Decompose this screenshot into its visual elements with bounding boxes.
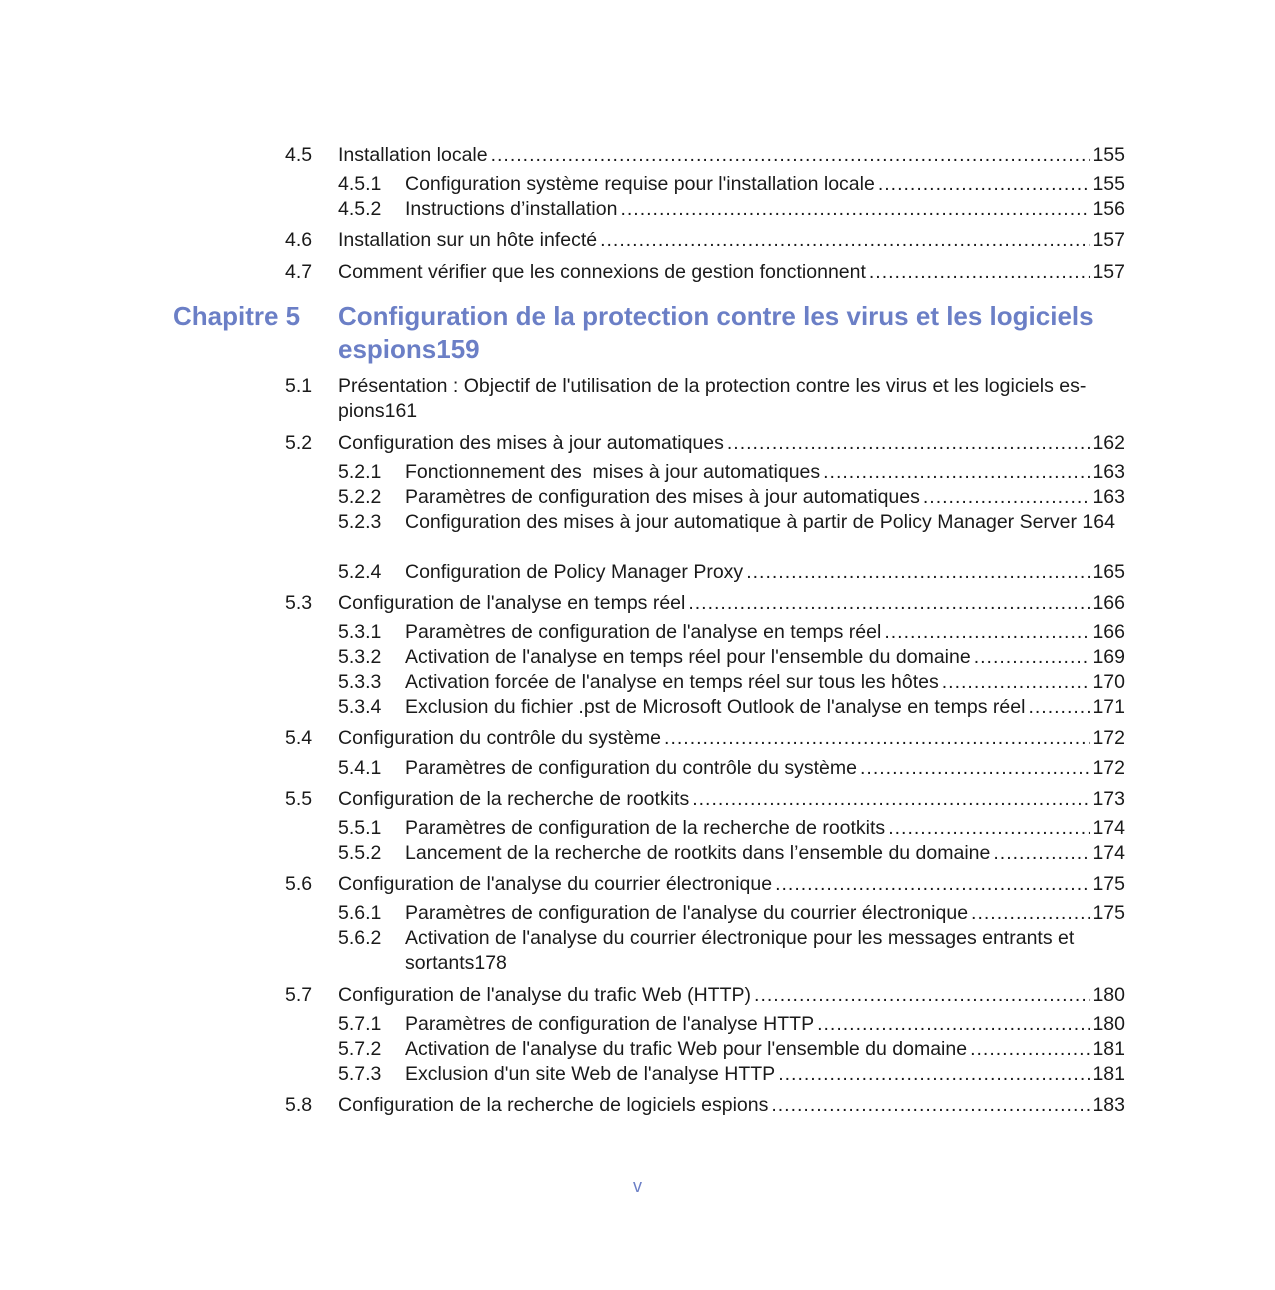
toc-entry-number: 5.6 [285,873,313,895]
toc-entry-title: Paramètres de configuration de la recherche de rootkits [405,817,886,839]
toc-entry[interactable] [285,431,1125,456]
toc-entry-number: 5.4 [285,727,313,749]
toc-entry[interactable] [338,645,1125,670]
toc-entry-number: 5.5.1 [338,817,382,839]
toc-entry[interactable] [338,485,1125,510]
toc-entry-page: 181 [1092,1038,1125,1060]
toc-entry-title: Configuration de la recherche de rootkits [338,788,690,810]
toc-entry-page: 166 [1092,621,1125,643]
toc-entry-title[interactable]: Présentation : Objectif de l'utilisation de la protection contre les virus et les logiciels es-pions161 [338,375,1087,422]
toc-entry[interactable] [338,620,1125,645]
toc-entry-number: 5.2 [285,432,313,454]
toc-entry-number: 4.5.2 [338,198,382,220]
toc-entry-page: 156 [1092,198,1125,220]
toc-entry-title: Paramètres de configuration de l'analyse du courrier électronique [405,902,969,924]
toc-entry-title: Configuration de l'analyse du courrier électronique [338,873,773,895]
toc-dot-leader [754,983,1090,1008]
toc-dot-leader [860,756,1090,781]
toc-entry[interactable] [338,695,1125,720]
toc-dot-leader [746,560,1090,585]
toc-entry-title: Configuration système requise pour l'installation locale [405,173,875,195]
toc-entry[interactable] [338,1012,1125,1037]
toc-entry[interactable] [285,143,1125,168]
toc-entry-number: 5.7 [285,984,313,1006]
toc-dot-leader [884,620,1090,645]
toc-entry-title: Installation sur un hôte infecté [338,229,598,251]
toc-entry-title: Paramètres de configuration de l'analyse en temps réel [405,621,882,643]
toc-entry-number: 5.3.1 [338,621,382,643]
toc-entry-title[interactable]: Configuration des mises à jour automatique à partir de Policy Manager Server 164 [405,511,1115,533]
toc-entry-title: Paramètres de configuration des mises à jour automatiques [405,486,920,508]
toc-entry-number: 5.7.1 [338,1013,382,1035]
toc-entry-page: 155 [1092,173,1125,195]
toc-entry[interactable] [338,816,1125,841]
toc-entry-page: 181 [1092,1063,1125,1085]
toc-entry-title: Exclusion d'un site Web de l'analyse HTTP [405,1063,776,1085]
page-number: v [633,1176,642,1196]
toc-entry[interactable] [338,670,1125,695]
toc-dot-leader [878,172,1091,197]
toc-entry[interactable] [338,172,1125,197]
toc-entry-page: 172 [1092,727,1125,749]
toc-entry-title: Paramètres de configuration du contrôle du système [405,757,857,779]
toc-entry[interactable] [338,197,1125,222]
toc-dot-leader [974,645,1091,670]
toc-dot-leader [823,460,1090,485]
toc-entry-number: 4.6 [285,229,313,251]
chapter-title[interactable]: Configuration de la protection contre les virus et les logiciels espions159 [338,301,1094,364]
toc-entry[interactable] [285,260,1125,285]
toc-entry-page: 180 [1092,1013,1125,1035]
toc-dot-leader [970,1037,1090,1062]
toc-entry-page: 174 [1092,817,1125,839]
toc-entry-title: Exclusion du fichier .pst de Microsoft Outlook de l'analyse en temps réel [405,696,1026,718]
toc-entry-page: 172 [1092,757,1125,779]
toc-entry[interactable] [285,726,1125,751]
toc-dot-leader [923,485,1091,510]
toc-entry-title: Fonctionnement des mises à jour automatiques [405,461,821,483]
toc-entry-page: 162 [1092,432,1125,454]
toc-entry-number: 5.2.1 [338,461,382,483]
toc-dot-leader [778,1062,1090,1087]
toc-entry-number: 5.3 [285,592,313,614]
toc-entry-page: 175 [1092,902,1125,924]
toc-entry-page: 157 [1092,261,1125,283]
toc-entry[interactable] [285,591,1125,616]
toc-entry-title: Instructions d’installation [405,198,618,220]
toc-entry-title: Activation de l'analyse du trafic Web pour l'ensemble du domaine [405,1038,968,1060]
toc-entry-title[interactable]: Activation de l'analyse du courrier électronique pour les messages entrants et sortants178 [405,927,1075,974]
toc-entry-page: 174 [1092,842,1125,864]
toc-entry-title: Lancement de la recherche de rootkits dans l’ensemble du domaine [405,842,991,864]
toc-entry[interactable] [285,1093,1125,1118]
toc-entry-number: 5.1 [285,375,313,397]
toc-dot-leader [727,431,1091,456]
toc-entry[interactable] [285,228,1125,253]
toc-entry-number: 4.5 [285,144,313,166]
toc-entry-number: 5.3.2 [338,646,382,668]
toc-entry[interactable] [285,872,1125,897]
toc-entry-page: 165 [1092,561,1125,583]
toc-entry-number: 5.8 [285,1094,313,1116]
toc-entry-number: 4.5.1 [338,173,382,195]
toc-entry-number: 5.4.1 [338,757,382,779]
toc-entry[interactable] [338,841,1125,866]
toc-dot-leader [620,197,1090,222]
toc-dot-leader [993,841,1090,866]
toc-entry-title: Activation forcée de l'analyse en temps réel sur tous les hôtes [405,671,939,693]
toc-entry-title: Activation de l'analyse en temps réel pour l'ensemble du domaine [405,646,971,668]
toc-dot-leader [817,1012,1090,1037]
chapter-label: Chapitre 5 [173,301,301,331]
toc-dot-leader [688,591,1090,616]
toc-dot-leader [771,1093,1090,1118]
toc-entry[interactable] [285,787,1125,812]
toc-entry-page: 171 [1092,696,1125,718]
toc-entry-page: 163 [1092,461,1125,483]
toc-entry-number: 5.7.2 [338,1038,382,1060]
toc-dot-leader [869,260,1091,285]
toc-dot-leader [1028,695,1090,720]
toc-entry-number: 5.3.3 [338,671,382,693]
toc-entry-number: 5.5.2 [338,842,382,864]
toc-entry-page: 155 [1092,144,1125,166]
toc-entry-title: Configuration de l'analyse en temps réel [338,592,686,614]
toc-entry-number: 5.6.2 [338,927,382,949]
toc-entry-number: 5.6.1 [338,902,382,924]
toc-dot-leader [888,816,1090,841]
toc-dot-leader [600,228,1090,253]
toc-entry-number: 5.5 [285,788,313,810]
toc-entry-page: 173 [1092,788,1125,810]
toc-entry[interactable] [338,1062,1125,1087]
toc-entry-page: 166 [1092,592,1125,614]
toc-entry-title: Paramètres de configuration de l'analyse HTTP [405,1013,815,1035]
toc-entry-page: 169 [1092,646,1125,668]
toc-entry-page: 180 [1092,984,1125,1006]
toc-dot-leader [971,901,1090,926]
toc-entry[interactable] [338,756,1125,781]
toc-entry-number: 5.2.4 [338,561,382,583]
toc-entry[interactable] [338,1037,1125,1062]
toc-entry-number: 5.2.2 [338,486,382,508]
toc-entry-title: Configuration de Policy Manager Proxy [405,561,744,583]
toc-entry[interactable] [338,560,1125,585]
toc-entry-title: Comment vérifier que les connexions de gestion fonctionnent [338,261,866,283]
toc-entry-title: Configuration de l'analyse du trafic Web (HTTP) [338,984,752,1006]
toc-entry-title: Configuration des mises à jour automatiques [338,432,724,454]
toc-dot-leader [775,872,1090,897]
toc-entry-number: 4.7 [285,261,313,283]
toc-entry-page: 163 [1092,486,1125,508]
toc-dot-leader [664,726,1090,751]
toc-dot-leader [491,143,1091,168]
toc-entry[interactable] [338,901,1125,926]
toc-entry-page: 157 [1092,229,1125,251]
toc-entry[interactable] [338,460,1125,485]
toc-entry-number: 5.2.3 [338,511,382,533]
toc-entry-title: Configuration de la recherche de logiciels espions [338,1094,769,1116]
toc-dot-leader [692,787,1090,812]
toc-entry-title: Configuration du contrôle du système [338,727,662,749]
toc-entry-page: 170 [1092,671,1125,693]
toc-entry-page: 175 [1092,873,1125,895]
toc-entry-number: 5.7.3 [338,1063,382,1085]
toc-entry-number: 5.3.4 [338,696,382,718]
toc-dot-leader [942,670,1091,695]
toc-entry[interactable] [285,983,1125,1008]
toc-entry-page: 183 [1092,1094,1125,1116]
toc-entry-title: Installation locale [338,144,488,166]
